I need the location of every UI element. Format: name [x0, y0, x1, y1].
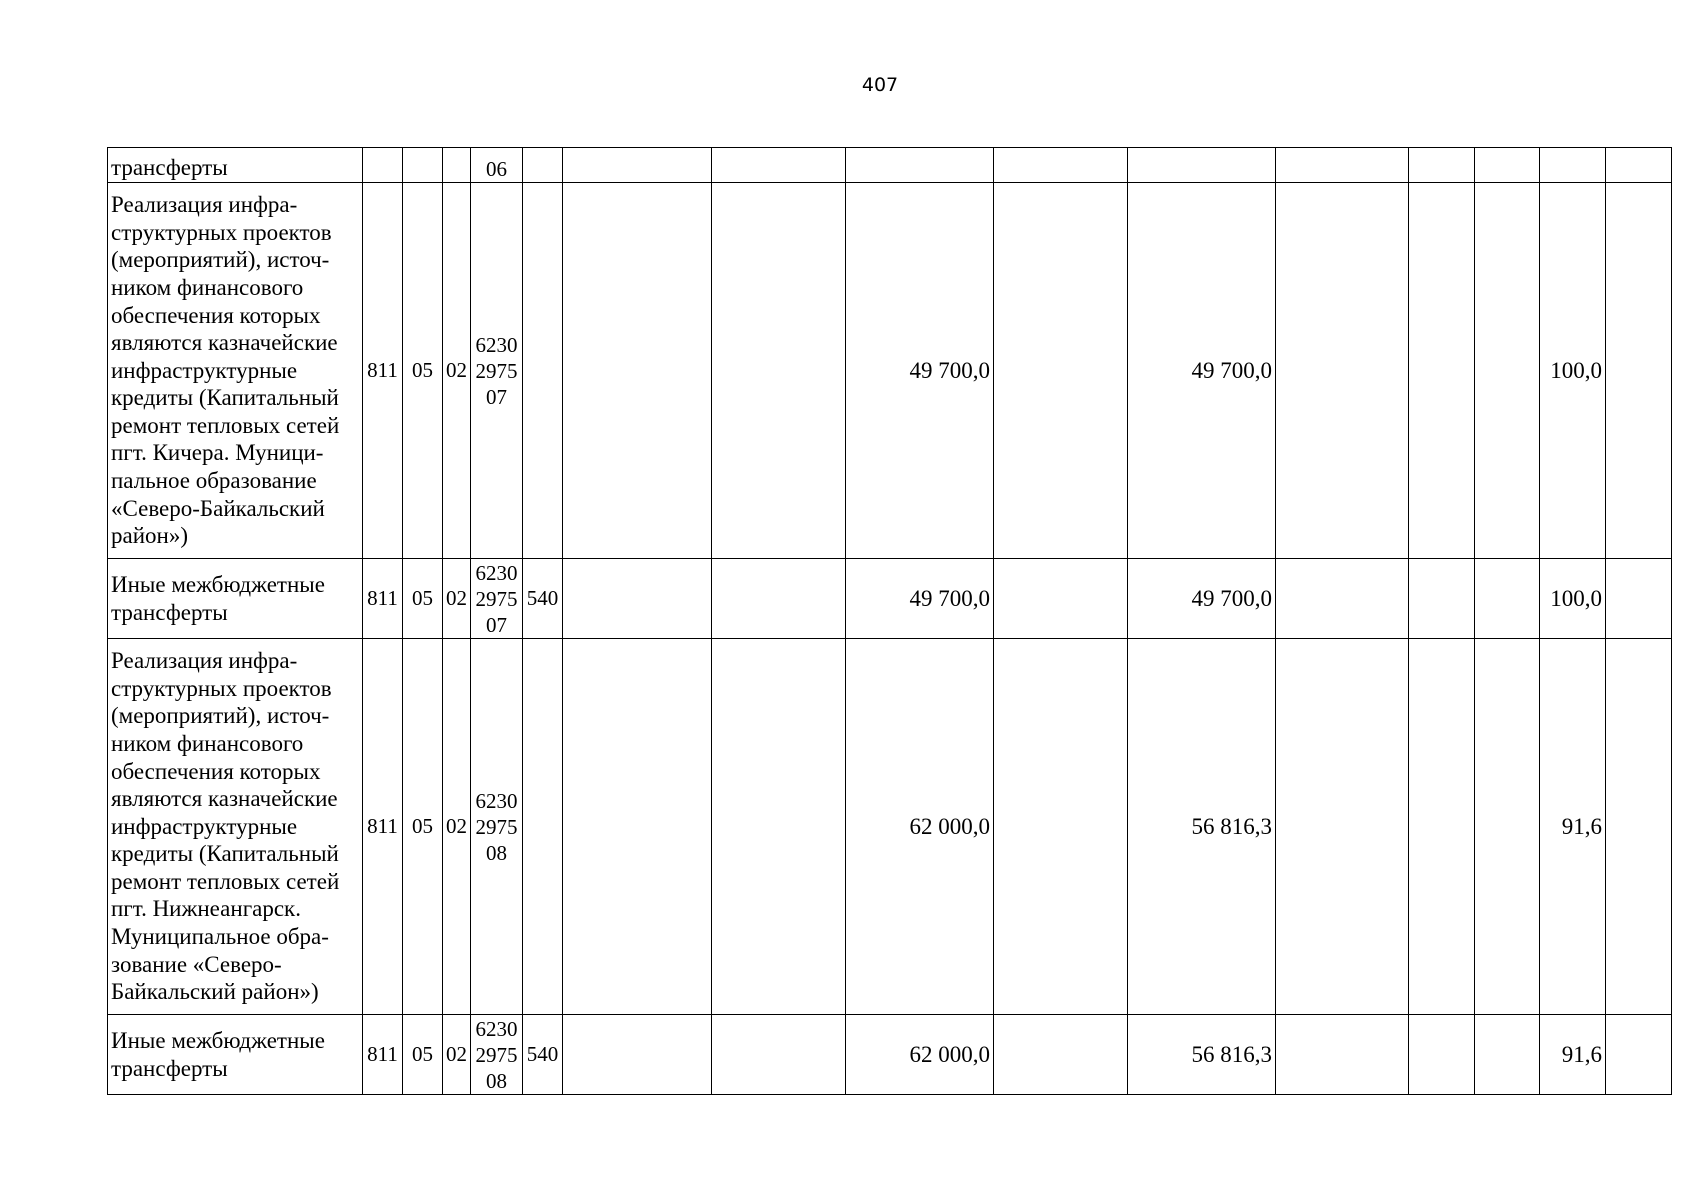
amount-cell: [1276, 559, 1409, 639]
csr-code: 6230 2975 08: [471, 639, 523, 1015]
percent-cell: [1409, 183, 1475, 559]
item-name: Реализация инфра-структурных проектов (мероприятий), источ-ником финансового обеспечения которых являются казначейские инфраструктурные кредиты (Капитальный ремонт тепловых сетей пгт. Кичера. Муници-пальное образование «Северо-Байкальский район»): [108, 183, 363, 559]
pr-code: [443, 148, 471, 183]
percent-cell: [1606, 559, 1672, 639]
table-row: [108, 183, 1672, 559]
csr-code: 06: [471, 148, 523, 183]
percent-cell: 91,6: [1540, 639, 1606, 1015]
vr-code: [523, 639, 563, 1015]
csr-code: 6230 2975 07: [471, 183, 523, 559]
percent-cell: [1606, 148, 1672, 183]
item-name: Иные межбюджетные трансферты: [108, 559, 363, 639]
pr-code: 02: [443, 1015, 471, 1095]
amount-cell: [994, 1015, 1128, 1095]
percent-cell: [1606, 1015, 1672, 1095]
item-name: Иные межбюджетные трансферты: [108, 1015, 363, 1095]
item-name: Реализация инфра-структурных проектов (мероприятий), источ-ником финансового обеспечения которых являются казначейские инфраструктурные кредиты (Капитальный ремонт тепловых сетей пгт. Нижнеангарск. Муниципальное обра-зование «Северо-Байкальский район»): [108, 639, 363, 1015]
amount-cell: 56 816,3: [1128, 639, 1276, 1015]
percent-cell: [1409, 148, 1475, 183]
percent-cell: [1475, 148, 1540, 183]
amount-cell: [994, 148, 1128, 183]
percent-cell: [1475, 639, 1540, 1015]
amount-cell: [712, 639, 846, 1015]
amount-cell: [994, 183, 1128, 559]
rz-code: 05: [403, 639, 443, 1015]
amount-cell: [712, 559, 846, 639]
percent-cell: [1475, 1015, 1540, 1095]
pr-code: 02: [443, 183, 471, 559]
amount-cell: [712, 1015, 846, 1095]
amount-cell: 62 000,0: [846, 1015, 994, 1095]
pr-code: 02: [443, 639, 471, 1015]
percent-cell: 91,6: [1540, 1015, 1606, 1095]
gr-code: 811: [363, 639, 403, 1015]
vr-code: [523, 183, 563, 559]
percent-cell: [1606, 183, 1672, 559]
amount-cell: [563, 559, 712, 639]
csr-code: 6230 2975 07: [471, 559, 523, 639]
table-row: [108, 559, 1672, 639]
percent-cell: [1606, 639, 1672, 1015]
gr-code: 811: [363, 1015, 403, 1095]
vr-code: 540: [523, 1015, 563, 1095]
amount-cell: [1128, 148, 1276, 183]
rz-code: 05: [403, 1015, 443, 1095]
rz-code: [403, 148, 443, 183]
percent-cell: 100,0: [1540, 559, 1606, 639]
amount-cell: [563, 183, 712, 559]
gr-code: [363, 148, 403, 183]
amount-cell: [846, 148, 994, 183]
table-row: [108, 148, 1672, 183]
amount-cell: 49 700,0: [846, 183, 994, 559]
amount-cell: [563, 639, 712, 1015]
percent-cell: [1475, 183, 1540, 559]
percent-cell: 100,0: [1540, 183, 1606, 559]
vr-code: 540: [523, 559, 563, 639]
gr-code: 811: [363, 183, 403, 559]
percent-cell: [1540, 148, 1606, 183]
amount-cell: 49 700,0: [846, 559, 994, 639]
item-name: трансферты: [108, 148, 363, 183]
amount-cell: 49 700,0: [1128, 559, 1276, 639]
pr-code: 02: [443, 559, 471, 639]
amount-cell: [1276, 148, 1409, 183]
gr-code: 811: [363, 559, 403, 639]
amount-cell: 49 700,0: [1128, 183, 1276, 559]
percent-cell: [1409, 559, 1475, 639]
table-row: [108, 639, 1672, 1015]
rz-code: 05: [403, 559, 443, 639]
amount-cell: [712, 148, 846, 183]
amount-cell: [1276, 639, 1409, 1015]
page-number: 407: [861, 74, 899, 96]
csr-code: 6230 2975 08: [471, 1015, 523, 1095]
percent-cell: [1475, 559, 1540, 639]
percent-cell: [1409, 639, 1475, 1015]
budget-table: [107, 147, 1672, 1095]
amount-cell: [1276, 1015, 1409, 1095]
table-row: [108, 1015, 1672, 1095]
amount-cell: [563, 1015, 712, 1095]
amount-cell: 62 000,0: [846, 639, 994, 1015]
vr-code: [523, 148, 563, 183]
amount-cell: [712, 183, 846, 559]
amount-cell: [994, 559, 1128, 639]
percent-cell: [1409, 1015, 1475, 1095]
rz-code: 05: [403, 183, 443, 559]
amount-cell: [994, 639, 1128, 1015]
amount-cell: 56 816,3: [1128, 1015, 1276, 1095]
amount-cell: [563, 148, 712, 183]
amount-cell: [1276, 183, 1409, 559]
